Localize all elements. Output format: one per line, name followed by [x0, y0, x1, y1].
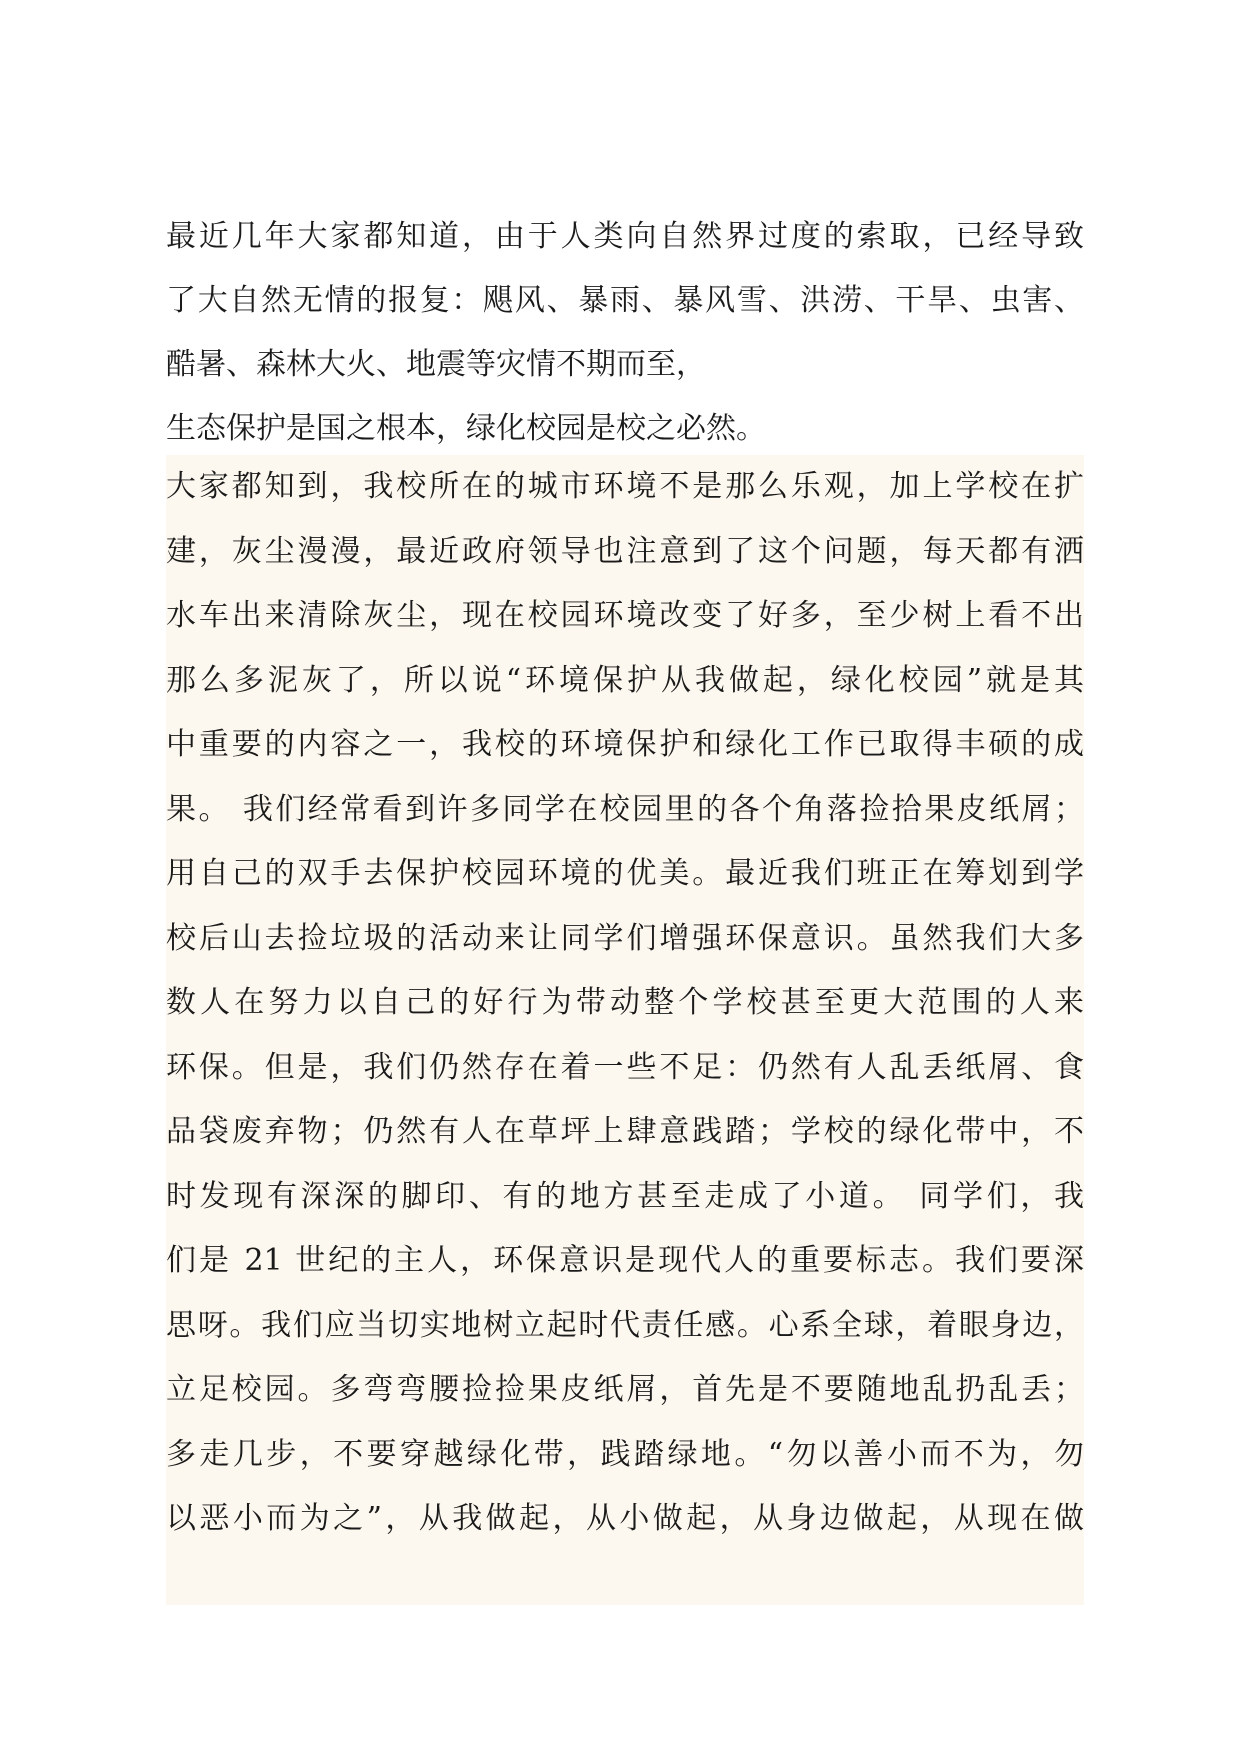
- text-line: 环保。但是，我们仍然存在着一些不足：仍然有人乱丢纸屑、食: [166, 1049, 1084, 1085]
- text-line: 果。 我们经常看到许多同学在校园里的各个角落捡拾果皮纸屑；: [166, 791, 1084, 827]
- text-line: 大家都知到，我校所在的城市环境不是那么乐观，加上学校在扩: [166, 469, 1084, 504]
- text-line: 生态保护是国之根本，绿化校园是校之必然。: [166, 411, 766, 446]
- text-line: 了大自然无情的报复：飓风、暴雨、暴风雪、洪涝、干旱、虫害、: [166, 283, 1084, 318]
- text-line: 建，灰尘漫漫，最近政府领导也注意到了这个问题，每天都有洒: [166, 533, 1084, 569]
- text-line: 多走几步，不要穿越绿化带，践踏绿地。“勿以善小而不为，勿: [166, 1436, 1084, 1472]
- text-line: 用自己的双手去保护校园环境的优美。最近我们班正在筹划到学: [166, 856, 1084, 891]
- text-line: 以恶小而为之”，从我做起，从小做起，从身边做起，从现在做: [166, 1501, 1084, 1536]
- text-line: 最近几年大家都知道，由于人类向自然界过度的索取，已经导致: [166, 219, 1084, 254]
- text-line: 们是 21 世纪的主人，环保意识是现代人的重要标志。我们要深: [166, 1243, 1084, 1278]
- text-line: 中重要的内容之一，我校的环境保护和绿化工作已取得丰硕的成: [166, 727, 1084, 762]
- text-line: 时发现有深深的脚印、有的地方甚至走成了小道。 同学们，我: [166, 1178, 1084, 1214]
- text-line: 思呀。我们应当切实地树立起时代责任感。心系全球，着眼身边，: [166, 1307, 1084, 1343]
- text-line: 品袋废弃物；仍然有人在草坪上肆意践踏；学校的绿化带中，不: [166, 1114, 1084, 1149]
- text-line: 校后山去捡垃圾的活动来让同学们增强环保意识。虽然我们大多: [166, 920, 1084, 956]
- text-line: 立足校园。多弯弯腰捡捡果皮纸屑，首先是不要随地乱扔乱丢；: [166, 1372, 1084, 1407]
- highlighted-text-block: [166, 455, 1084, 1605]
- text-line: 数人在努力以自己的好行为带动整个学校甚至更大范围的人来: [166, 985, 1084, 1020]
- text-line: 水车出来清除灰尘，现在校园环境改变了好多，至少树上看不出: [166, 598, 1084, 633]
- text-line: 那么多泥灰了，所以说“环境保护从我做起，绿化校园”就是其: [166, 662, 1084, 698]
- text-line: 酷暑、森林大火、地震等灾情不期而至，: [166, 347, 706, 382]
- intro-text-block: [166, 205, 1084, 461]
